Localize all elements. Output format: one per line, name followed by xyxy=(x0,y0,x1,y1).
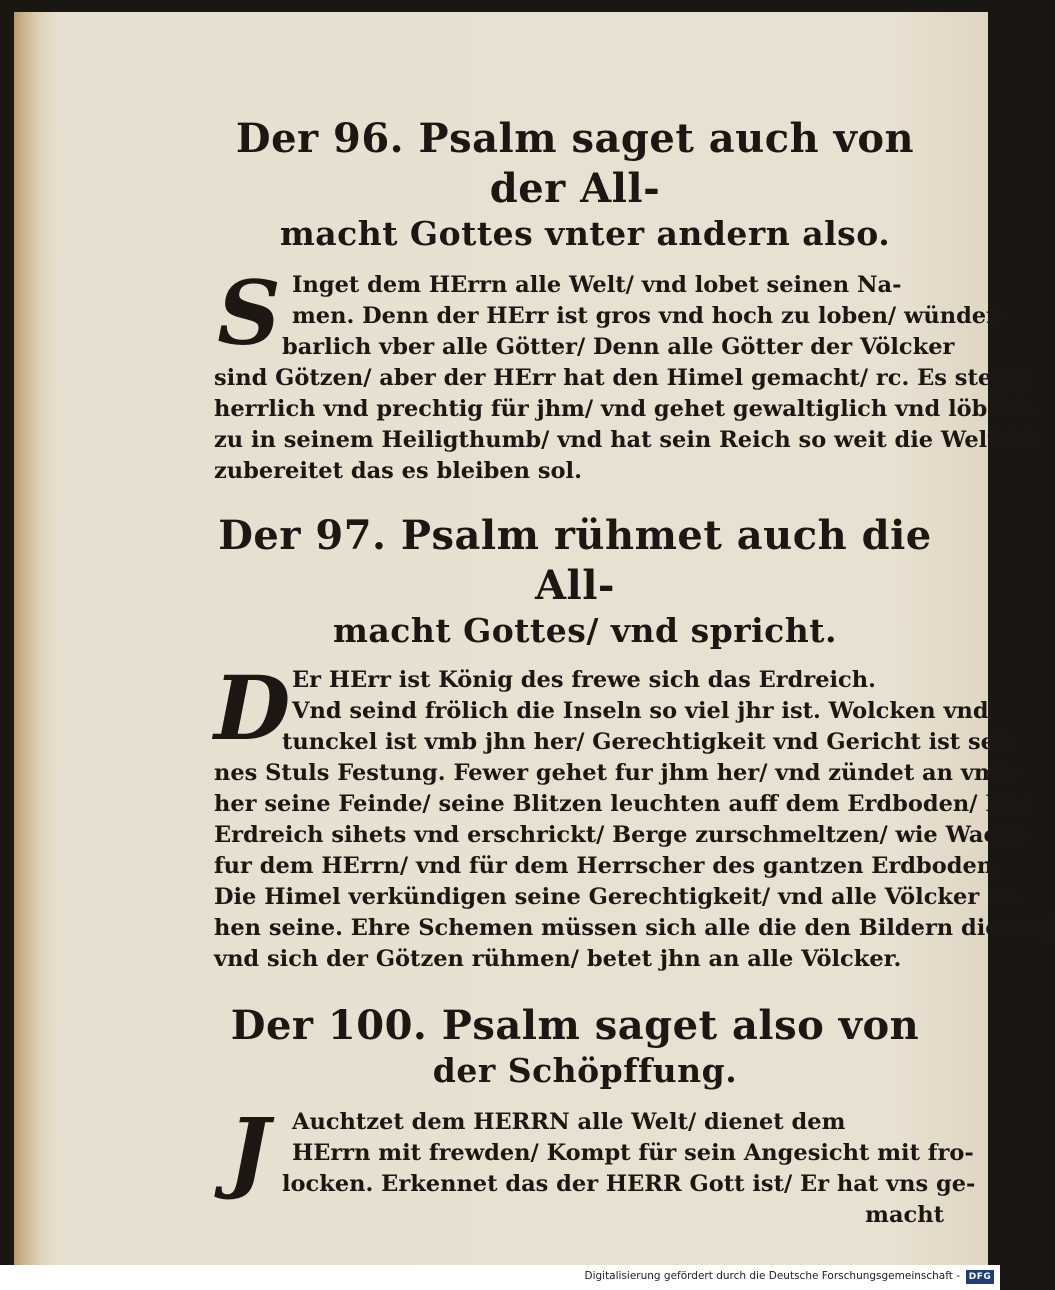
text-line: Er HErr ist König des frewe sich das Erdreich. xyxy=(292,667,876,693)
text-line: sind Götzen/ aber der HErr hat den Himel gemacht/ rc. Es stehet xyxy=(214,365,1034,391)
text-line: barlich vber alle Götter/ Denn alle Götter der Völcker xyxy=(282,334,955,360)
text-line: men. Denn der HErr ist gros vnd hoch zu loben/ wünder- xyxy=(292,303,1008,329)
text-line: Die Himel verkündigen seine Gerechtigkeit/ vnd alle Völcker se- xyxy=(214,884,1024,910)
heading-line: Der 100. Psalm saget also von xyxy=(230,1002,920,1049)
heading-line: Der 97. Psalm rühmet auch die All- xyxy=(218,512,932,609)
text-line: Erdreich sihets vnd erschrickt/ Berge zurschmeltzen/ wie Wachs xyxy=(214,822,1027,848)
drop-cap-initial: S xyxy=(217,261,281,365)
text-line: zu in seinem Heiligthumb/ vnd hat sein Reich so weit die Welt ist xyxy=(214,427,1038,453)
text-line: HErrn mit frewden/ Kompt für sein Angesicht mit fro- xyxy=(292,1140,974,1166)
text-line: locken. Erkennet das der HERR Gott ist/ Er hat vns ge- xyxy=(282,1171,976,1197)
page-text-block xyxy=(214,102,1055,1231)
psalm-97-paragraph xyxy=(214,656,1055,975)
heading-line: der Schöpffung. xyxy=(432,1051,738,1090)
funding-credit: Digitalisierung gefördert durch die Deutsche Forschungsgemeinschaft - xyxy=(584,1270,960,1282)
text-line: tunckel ist vmb jhn her/ Gerechtigkeit vnd Gericht ist sei- xyxy=(282,729,1013,755)
text-line: zubereitet das es bleiben sol. xyxy=(214,458,582,484)
heading-line: macht Gottes vnter andern also. xyxy=(279,214,891,253)
text-line: hen seine. Ehre Schemen müssen sich alle die den Bildern dienen/ xyxy=(214,915,1055,941)
psalm-96-paragraph xyxy=(214,261,1038,487)
scanned-page xyxy=(14,12,1055,1265)
heading-line: macht Gottes/ vnd spricht. xyxy=(332,611,838,650)
text-line: her seine Feinde/ seine Blitzen leuchten auff dem Erdboden/ Das xyxy=(214,791,1033,817)
dfg-logo: DFG xyxy=(966,1270,994,1284)
psalm-100-heading xyxy=(214,1001,944,1091)
psalm-97-heading xyxy=(214,511,944,651)
drop-cap-initial: J xyxy=(228,1098,270,1202)
text-line: Inget dem HErrn alle Welt/ vnd lobet seinen Na- xyxy=(292,272,902,298)
text-line: nes Stuls Festung. Fewer gehet fur jhm her/ vnd zündet an vmb- xyxy=(214,760,1023,786)
text-line: Auchtzet dem HERRN alle Welt/ dienet dem xyxy=(292,1109,846,1135)
catchword: macht xyxy=(865,1202,944,1228)
text-line: Vnd seind frölich die Inseln so viel jhr ist. Wolcken vnd xyxy=(292,698,989,724)
text-line: fur dem HErrn/ vnd für dem Herrscher des gantzen Erdboden. xyxy=(214,853,1001,879)
heading-line: Der 96. Psalm saget auch von der All- xyxy=(235,115,915,212)
drop-cap-initial: D xyxy=(214,656,291,760)
psalm-100-paragraph xyxy=(214,1098,976,1231)
text-line: vnd sich der Götzen rühmen/ betet jhn an alle Völcker. xyxy=(214,946,902,972)
digitization-footer xyxy=(0,1265,1000,1290)
psalm-96-heading xyxy=(214,114,944,254)
text-line: herrlich vnd prechtig für jhm/ vnd gehet gewaltiglich vnd löblich xyxy=(214,396,1035,422)
